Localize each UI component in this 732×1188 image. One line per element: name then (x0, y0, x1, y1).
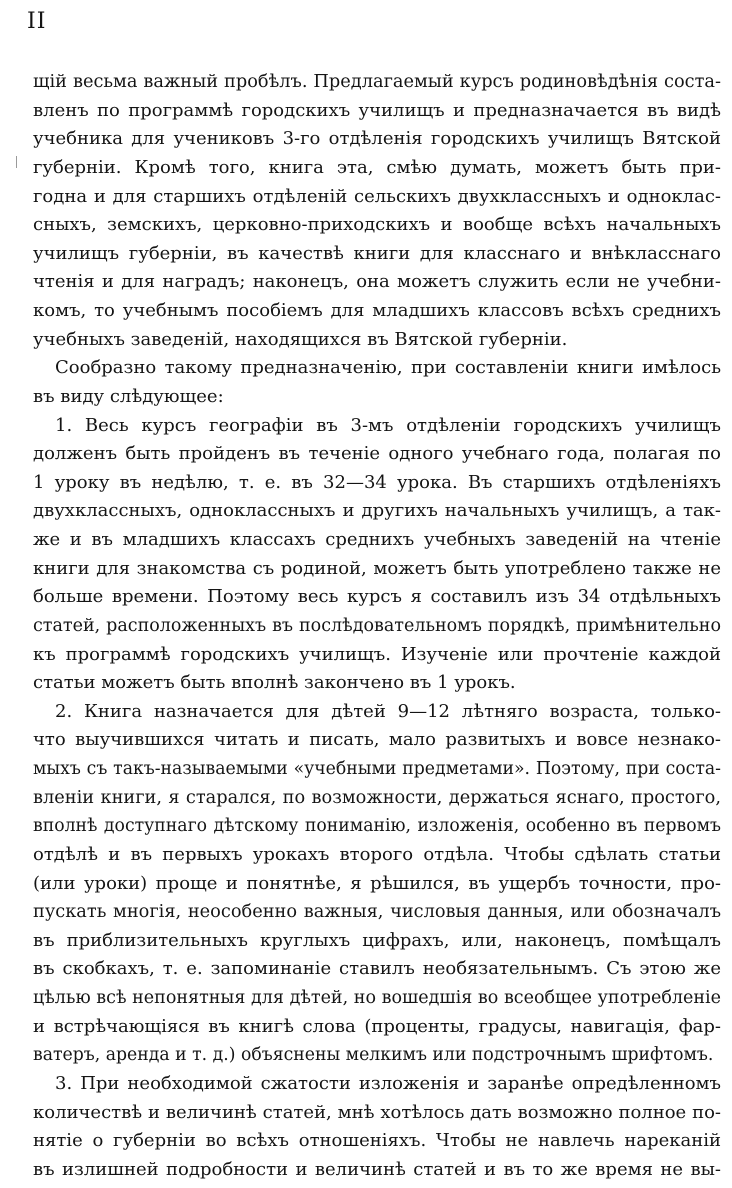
text-line: сныхъ, земскихъ, церковно-приходскихъ и вообще всѣхъ начальныхъ (33, 214, 721, 236)
text-line: въ виду слѣдующее: (33, 385, 224, 407)
text-line: книги для знакомства съ родиной, можетъ быть употреблено также не (33, 557, 721, 579)
text-line: нятіе о губерніи во всѣхъ отношеніяхъ. Чтобы не навлечь нареканій (33, 1130, 721, 1152)
text-line: въ приблизительныхъ круглыхъ цифрахъ, или, наконецъ, помѣщалъ (33, 929, 721, 951)
paragraph-3 (33, 412, 721, 698)
text-line: же и въ младшихъ классахъ среднихъ учебныхъ заведеній на чтеніе (33, 529, 721, 550)
text-line: цѣлью всѣ непонятныя для дѣтей, но вошедшія во всеобщее употребленіе (33, 988, 721, 1008)
paragraph-4 (33, 698, 721, 1070)
scan-mark (16, 156, 17, 168)
text-line: и встрѣчающіяся въ книгѣ слова (проценты, градусы, навигація, фар- (33, 1015, 721, 1037)
paragraph-5 (33, 1070, 721, 1185)
text-line: что выучившихся читать и писать, мало развитыхъ и вовсе незнако- (33, 729, 721, 751)
text-line: двухклассныхъ, одноклассныхъ и другихъ начальныхъ училищъ, а так- (33, 500, 721, 522)
text-line: мыхъ съ такъ-называемыми «учебными предметами». Поэтому, при соста- (33, 759, 721, 779)
text-line: больше времени. Поэтому весь курсъ я составилъ изъ 34 отдѣльныхъ (33, 586, 721, 608)
text-line: статей, расположенныхъ въ послѣдовательномъ порядкѣ, примѣнительно (33, 615, 721, 636)
text-line: учебника для учениковъ 3-го отдѣленія городскихъ училищъ Вятской (33, 128, 721, 150)
text-line: комъ, то учебнымъ пособіемъ для младшихъ классовъ всѣхъ среднихъ (33, 300, 721, 321)
text-line: статьи можетъ быть вполнѣ закончено въ 1 урокъ. (33, 672, 516, 694)
text-line: вленъ по программѣ городскихъ училищъ и предназначается въ видѣ (33, 99, 721, 121)
text-line: ватеръ, аренда и т. д.) объяснены мелкимъ или подстрочнымъ шрифтомъ. (33, 1045, 714, 1066)
text-line: годна и для старшихъ отдѣленій сельскихъ двухклассныхъ и одноклас- (33, 185, 721, 207)
text-line: 1 уроку въ недѣлю, т. е. въ 32—34 урока. Въ старшихъ отдѣленіяхъ (33, 471, 721, 493)
text-line: 3. При необходимой сжатости изложенія и заранѣе опредѣленномъ (55, 1072, 721, 1094)
text-line: отдѣлѣ и въ первыхъ урокахъ второго отдѣла. Чтобы сдѣлать статьи (33, 843, 721, 865)
text-line: Сообразно такому предназначенію, при составленіи книги имѣлось (55, 357, 721, 379)
body-text (33, 68, 721, 1184)
text-line: въ скобкахъ, т. е. запоминаніе ставилъ необязательнымъ. Съ этою же (33, 958, 721, 980)
text-line: пускать многія, неособенно важныя, числовыя данныя, или обозначалъ (33, 902, 721, 923)
text-line: количествѣ и величинѣ статей, мнѣ хотѣлось дать возможно полное по- (33, 1101, 721, 1123)
text-line: долженъ быть пройденъ въ теченіе одного учебнаго года, полагая по (33, 443, 721, 465)
paragraph-1 (33, 68, 721, 354)
text-line: къ программѣ городскихъ училищъ. Изученіе или прочтеніе каждой (33, 643, 721, 665)
text-line: вленіи книги, я старался, по возможности, держаться яснаго, простого, (33, 787, 721, 808)
text-line: вполнѣ доступнаго дѣтскому пониманію, изложенія, особенно въ первомъ (33, 816, 721, 837)
text-line: (или уроки) проще и понятнѣе, я рѣшился, въ ущербъ точности, про- (33, 872, 721, 894)
text-line: чтенія и для наградъ; наконецъ, она можетъ служить если не учебни- (33, 271, 721, 293)
page-number: II (27, 9, 47, 34)
text-line: губерніи. Кромѣ того, книга эта, смѣю думать, можетъ быть при- (33, 156, 721, 178)
text-line: щій весьма важный пробѣлъ. Предлагаемый курсъ родиновѣдѣнія соста- (33, 72, 721, 92)
text-line: училищъ губерніи, въ качествѣ книги для класснаго и внѣкласснаго (33, 242, 721, 264)
text-line: 2. Книга назначается для дѣтей 9—12 лѣтняго возраста, только- (55, 700, 721, 722)
text-line: учебныхъ заведеній, находящихся въ Вятской губерніи. (33, 328, 568, 350)
text-line: 1. Весь курсъ географіи въ 3-мъ отдѣленіи городскихъ училищъ (55, 414, 721, 436)
paragraph-2 (33, 354, 721, 411)
text-line: въ излишней подробности и величинѣ статей и въ то же время не вы- (33, 1158, 721, 1180)
